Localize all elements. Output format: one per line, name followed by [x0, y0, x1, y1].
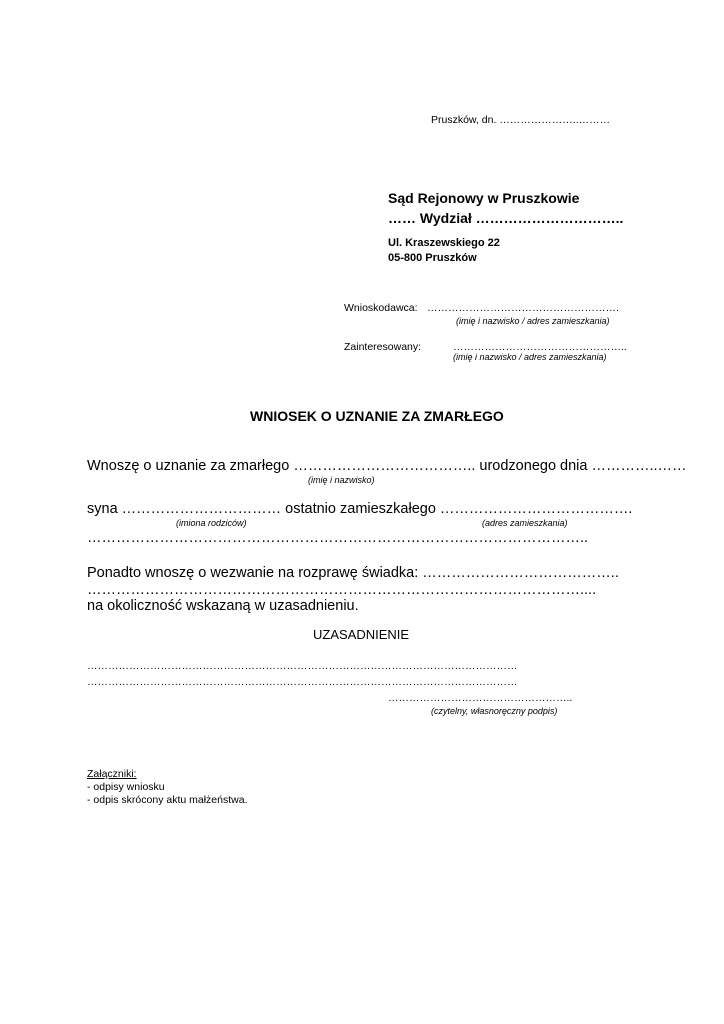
place-date: Pruszków, dn. …………………..……… [431, 114, 611, 126]
court-city: 05-800 Pruszków [388, 252, 477, 264]
body-line-6: na okoliczność wskazaną w uzasadnieniu. [87, 598, 359, 614]
attachment-item: - odpisy wniosku [87, 781, 165, 793]
body-line-2: syna …………………………… ostatnio zamieszkałego …………………………………. [87, 501, 633, 517]
body-line-5: ………………………………………………………………………………………….... [87, 582, 597, 598]
body-note-address: (adres zamieszkania) [482, 518, 568, 528]
justification-line-1: …………………………………………………………………………………………………………… [87, 660, 518, 672]
document-title: WNIOSEK O UZNANIE ZA ZMARŁEGO [250, 408, 504, 424]
justification-line-2: …………………………………………………………………………………………………………… [87, 676, 518, 688]
applicant-label: Wnioskodawca: [344, 302, 418, 314]
interested-label: Zainteresowany: [344, 341, 422, 353]
court-name: Sąd Rejonowy w Pruszkowie [388, 190, 580, 206]
body-note-name: (imię i nazwisko) [308, 475, 375, 485]
signature-dots: …………………………………………….. [388, 692, 573, 704]
body-line-3: ………………………………………………………………………………………….. [87, 530, 589, 546]
attachment-item: - odpis skrócony aktu małżeństwa. [87, 794, 248, 806]
body-note-parents: (imiona rodziców) [176, 518, 247, 528]
court-street: Ul. Kraszewskiego 22 [388, 237, 500, 249]
justification-heading: UZASADNIENIE [313, 627, 410, 642]
interested-note: (imię i nazwisko / adres zamieszkania) [453, 352, 607, 362]
applicant-dots: ………………………………………………. [427, 302, 619, 314]
interested-dots: ………………………………………….. [453, 341, 627, 353]
body-line-1: Wnoszę o uznanie za zmarłego ……………………………….. urodzonego dnia …………..…… [87, 458, 687, 474]
attachments-heading: Załączniki: [87, 768, 137, 780]
signature-note: (czytelny, własnoręczny podpis) [431, 706, 558, 716]
court-division: …… Wydział ………………………….. [388, 210, 624, 226]
applicant-note: (imię i nazwisko / adres zamieszkania) [456, 316, 610, 326]
body-line-4: Ponadto wnoszę o wezwanie na rozprawę świadka: ………………………………….. [87, 565, 619, 581]
